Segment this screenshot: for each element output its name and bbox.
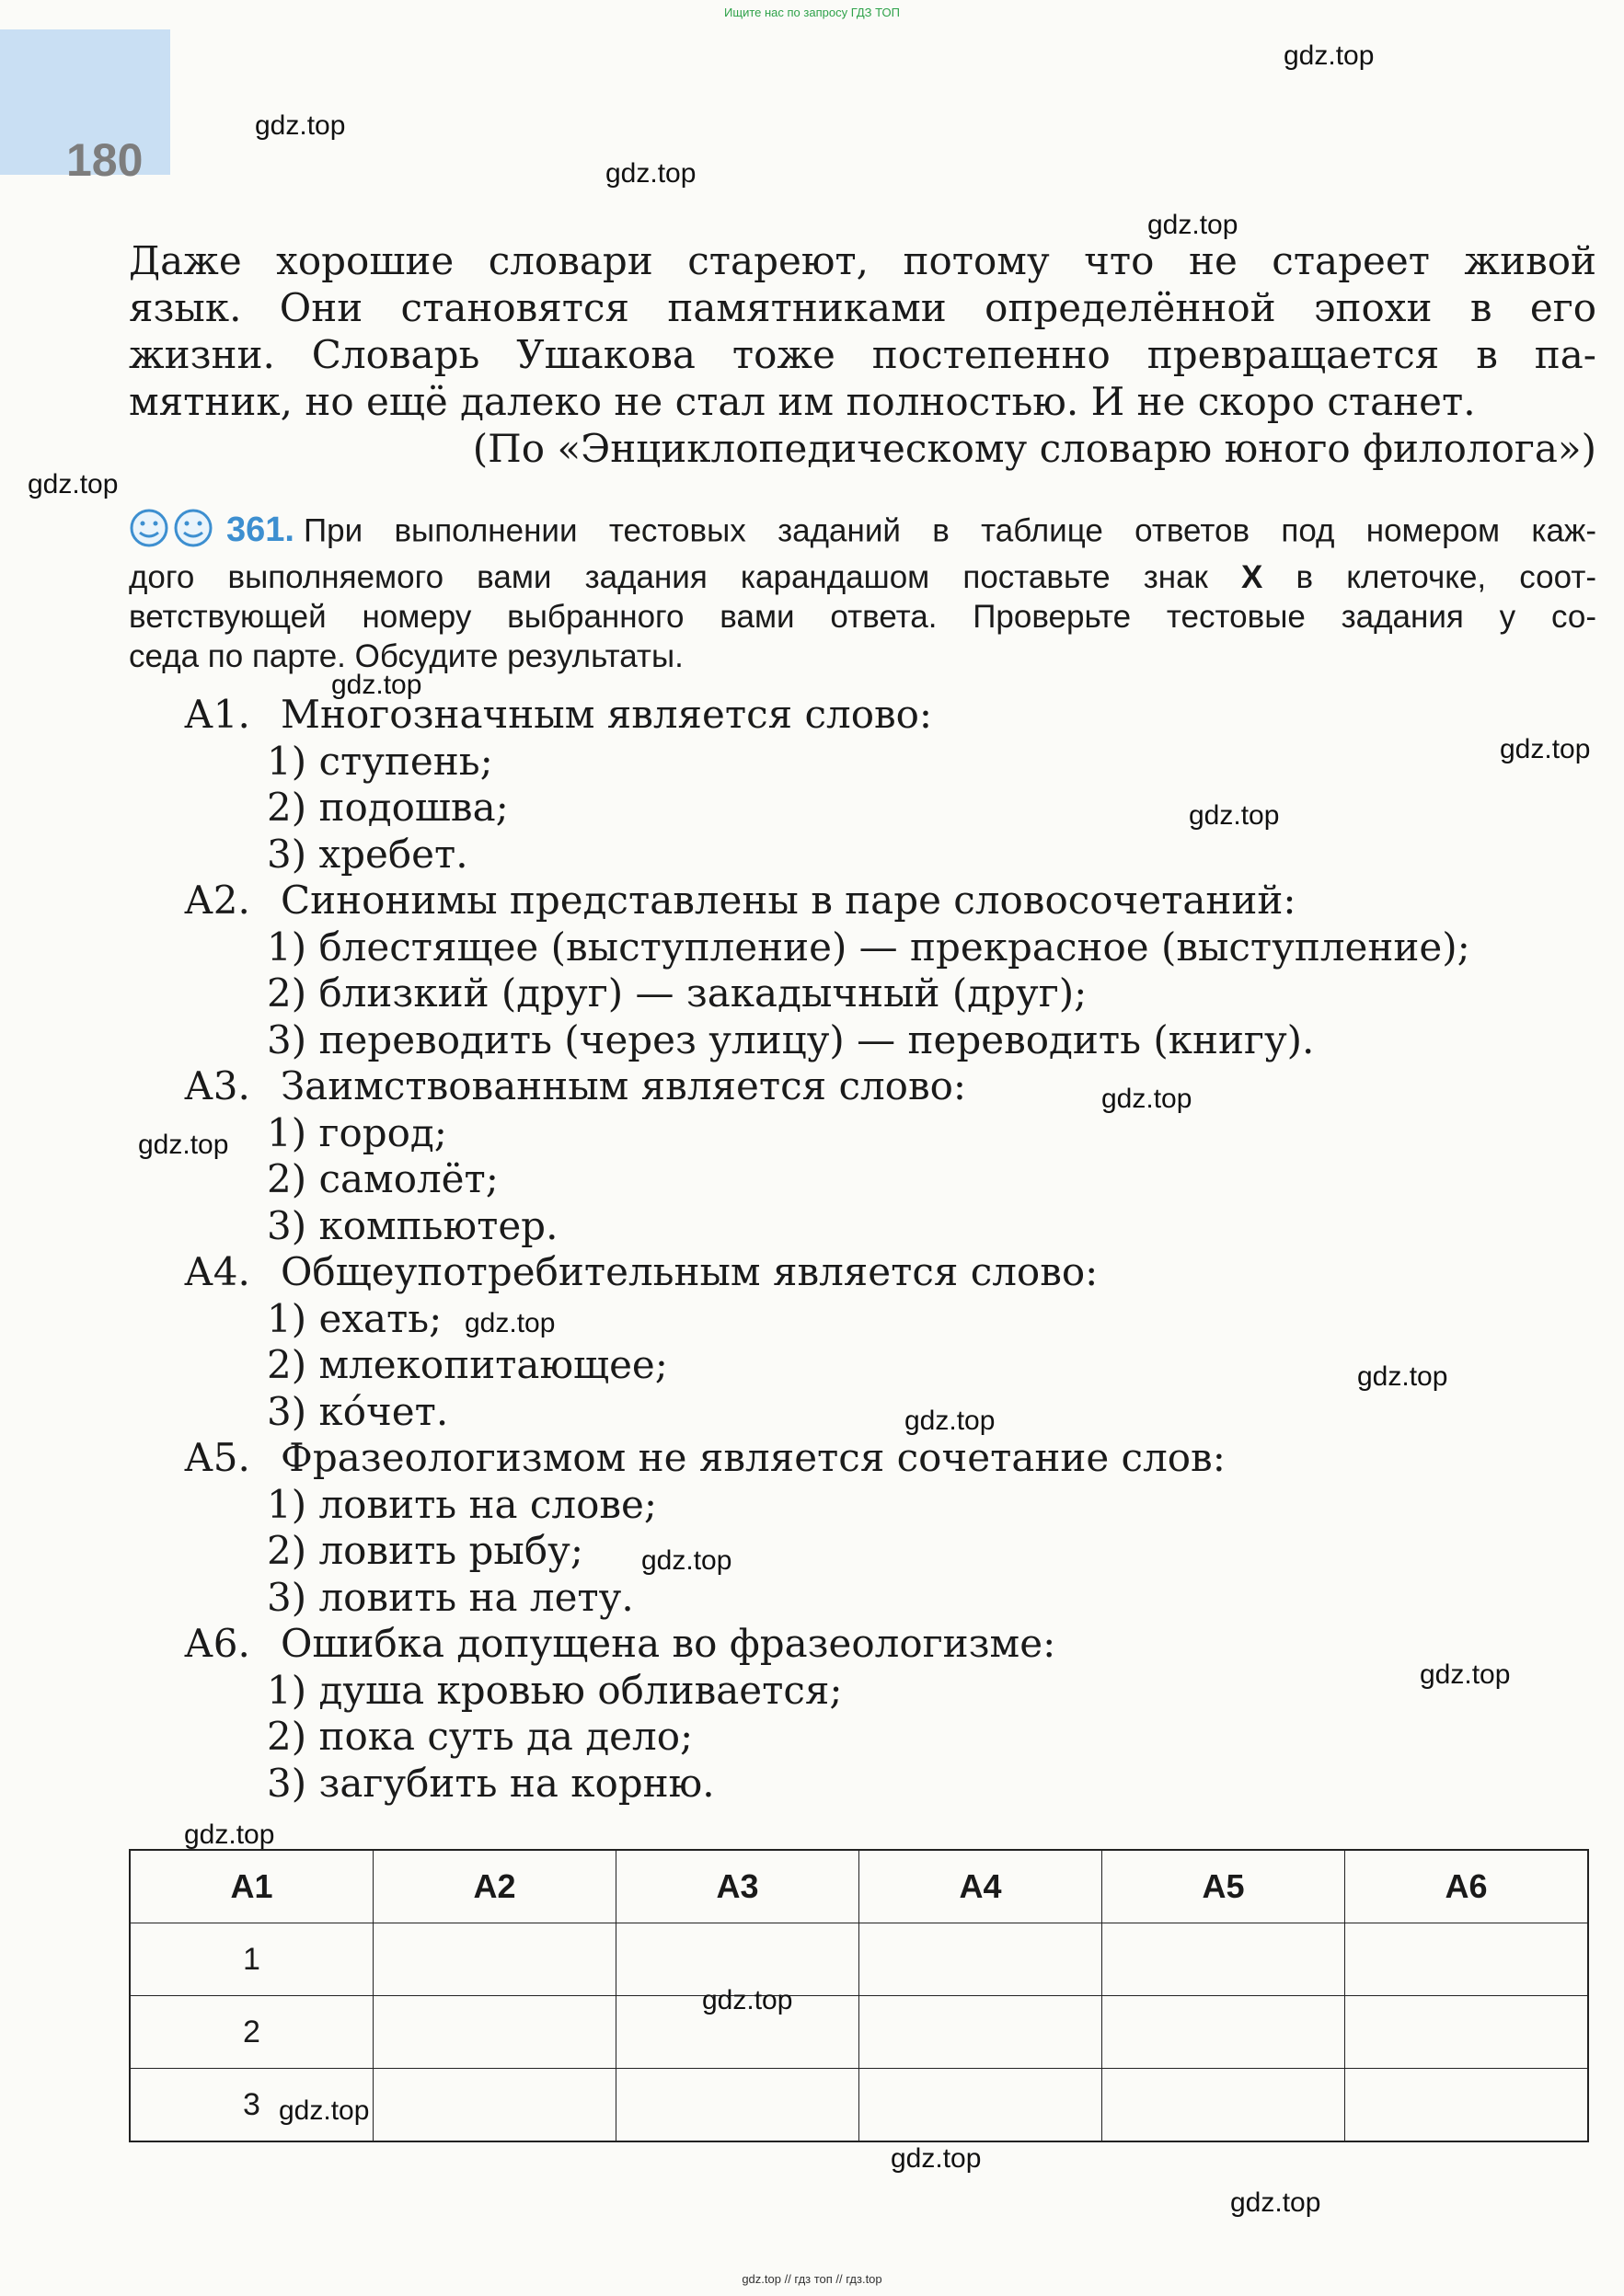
answer-option: 3) переводить (через улицу) — переводить (книгу). (267, 1016, 1315, 1062)
bottom-note: gdz.top // гдз топ // гдз.top (742, 2272, 882, 2286)
question-label: А5. (184, 1435, 250, 1480)
passage-line: язык. Они становятся памятниками определённой эпохи в его (129, 285, 1596, 330)
answer-cell[interactable] (1345, 1996, 1589, 2069)
answer-option: 3) компьютер. (267, 1202, 559, 1248)
column-header: A6 (1345, 1850, 1589, 1923)
question (184, 878, 1592, 924)
pair-work-icon (129, 508, 217, 557)
answer-option: 2) ловить рыбу; (267, 1528, 583, 1573)
question (184, 1621, 1592, 1668)
watermark: gdz.top (331, 670, 422, 700)
passage-source: (По «Энциклопедическому словарю юного филолога») (472, 426, 1596, 471)
answer-cell[interactable] (859, 1923, 1102, 1996)
question (184, 1063, 1592, 1110)
watermark: gdz.top (904, 1406, 996, 1436)
row-label: 1 (130, 1923, 374, 1996)
test-questions (184, 692, 1592, 1807)
answer-cell[interactable] (1102, 1923, 1345, 1996)
answer-option: 1) ловить на слове; (267, 1481, 658, 1527)
watermark: gdz.top (1189, 800, 1280, 831)
watermark: gdz.top (702, 1985, 793, 2015)
watermark: gdz.top (1284, 40, 1375, 71)
answer-cell[interactable] (859, 2069, 1102, 2142)
answer-cell[interactable] (616, 2069, 859, 2142)
answer-cell[interactable] (859, 1996, 1102, 2069)
watermark: gdz.top (641, 1545, 732, 1576)
watermark: gdz.top (465, 1308, 556, 1338)
watermark: gdz.top (1101, 1084, 1192, 1114)
task-instructions (129, 508, 1596, 676)
table-header-row (130, 1850, 1588, 1923)
task-number: 361. (226, 511, 294, 550)
column-header: A1 (130, 1850, 374, 1923)
answer-option: 2) близкий (друг) — закадычный (друг); (267, 970, 1088, 1016)
answer-cell[interactable] (374, 1923, 616, 1996)
row-label: 2 (130, 1996, 374, 2069)
watermark: gdz.top (279, 2095, 370, 2126)
watermark: gdz.top (184, 1820, 275, 1850)
answer-cell[interactable] (1345, 2069, 1589, 2142)
question-text: Многозначным является слово: (281, 692, 933, 737)
answer-option: 2) подошва; (267, 785, 509, 830)
answer-option: 3) ловить на лету. (267, 1574, 634, 1620)
task-line (129, 508, 1596, 557)
answer-option: 1) душа кровью обливается; (267, 1667, 843, 1713)
watermark: gdz.top (1500, 734, 1591, 764)
answer-option: 1) город; (267, 1109, 447, 1155)
watermark: gdz.top (1420, 1659, 1511, 1690)
task-line: ветствующей номеру выбранного вами ответа. Проверьте тестовые задания у со- (129, 599, 1596, 635)
answer-cell[interactable] (374, 2069, 616, 2142)
question (184, 1249, 1592, 1296)
answer-cell[interactable] (1345, 1923, 1589, 1996)
watermark: gdz.top (1147, 210, 1238, 240)
answer-cell[interactable] (1102, 2069, 1345, 2142)
table-row (130, 1996, 1588, 2069)
answer-cell[interactable] (374, 1996, 616, 2069)
watermark: gdz.top (255, 110, 346, 141)
passage-line: Даже хорошие словари стареют, потому что не стареет живой (129, 238, 1596, 283)
task-text: При выполнении тестовых заданий в таблице ответов под номером каж- (303, 512, 1596, 549)
question-label: А1. (184, 692, 250, 737)
answer-option: 2) самолёт; (267, 1156, 499, 1201)
question-label: А6. (184, 1621, 250, 1666)
answer-option: 1) блестящее (выступление) — прекрасное (выступление); (267, 924, 1470, 970)
table-row (130, 1923, 1588, 1996)
question-text: Синонимы представлены в паре словосочетаний: (281, 878, 1296, 923)
task-text: дого выполняемого вами задания карандашом поставьте знак (129, 559, 1208, 595)
question-text: Заимствованным является слово: (281, 1063, 967, 1108)
answer-cell[interactable] (1102, 1996, 1345, 2069)
task-line: седа по парте. Обсудите результаты. (129, 638, 684, 674)
watermark: gdz.top (891, 2143, 982, 2174)
question-text: Фразеологизмом не является сочетание слов: (281, 1435, 1226, 1480)
watermark: gdz.top (138, 1130, 229, 1160)
task-text: в клеточке, соот- (1296, 559, 1597, 595)
top-note: Ищите нас по запросу ГДЗ ТОП (724, 6, 900, 19)
page-number: 180 (66, 134, 144, 186)
answer-option: 2) млекопитающее; (267, 1342, 668, 1387)
answer-option: 2) пока суть да дело; (267, 1714, 694, 1759)
question-label: А4. (184, 1249, 250, 1294)
question-text: Ошибка допущена во фразеологизме: (281, 1621, 1056, 1666)
answer-option: 1) ступень; (267, 738, 493, 784)
answer-option: 3) загубить на корню. (267, 1760, 715, 1806)
answer-option: 3) хребет. (267, 831, 468, 877)
passage-line: жизни. Словарь Ушакова тоже постепенно превращается в па- (129, 332, 1596, 377)
question-label: А2. (184, 878, 250, 923)
column-header: A3 (616, 1850, 859, 1923)
question-text: Общеупотребительным является слово: (281, 1249, 1099, 1294)
x-mark: X (1241, 559, 1263, 595)
answer-option: 3) ко́чет. (267, 1388, 449, 1434)
column-header: A5 (1102, 1850, 1345, 1923)
row-label: 3 (130, 2069, 374, 2142)
watermark: gdz.top (1230, 2187, 1321, 2218)
passage-line: мятник, но ещё далеко не стал им полностью. И не скоро станет. (129, 379, 1476, 424)
watermark: gdz.top (1357, 1361, 1448, 1392)
watermark: gdz.top (28, 469, 119, 499)
task-line (129, 557, 1596, 597)
question-label: А3. (184, 1063, 250, 1108)
question (184, 1435, 1592, 1482)
answer-option: 1) ехать; (267, 1295, 443, 1341)
column-header: A4 (859, 1850, 1102, 1923)
passage (129, 237, 1596, 472)
watermark: gdz.top (605, 158, 697, 189)
column-header: A2 (374, 1850, 616, 1923)
